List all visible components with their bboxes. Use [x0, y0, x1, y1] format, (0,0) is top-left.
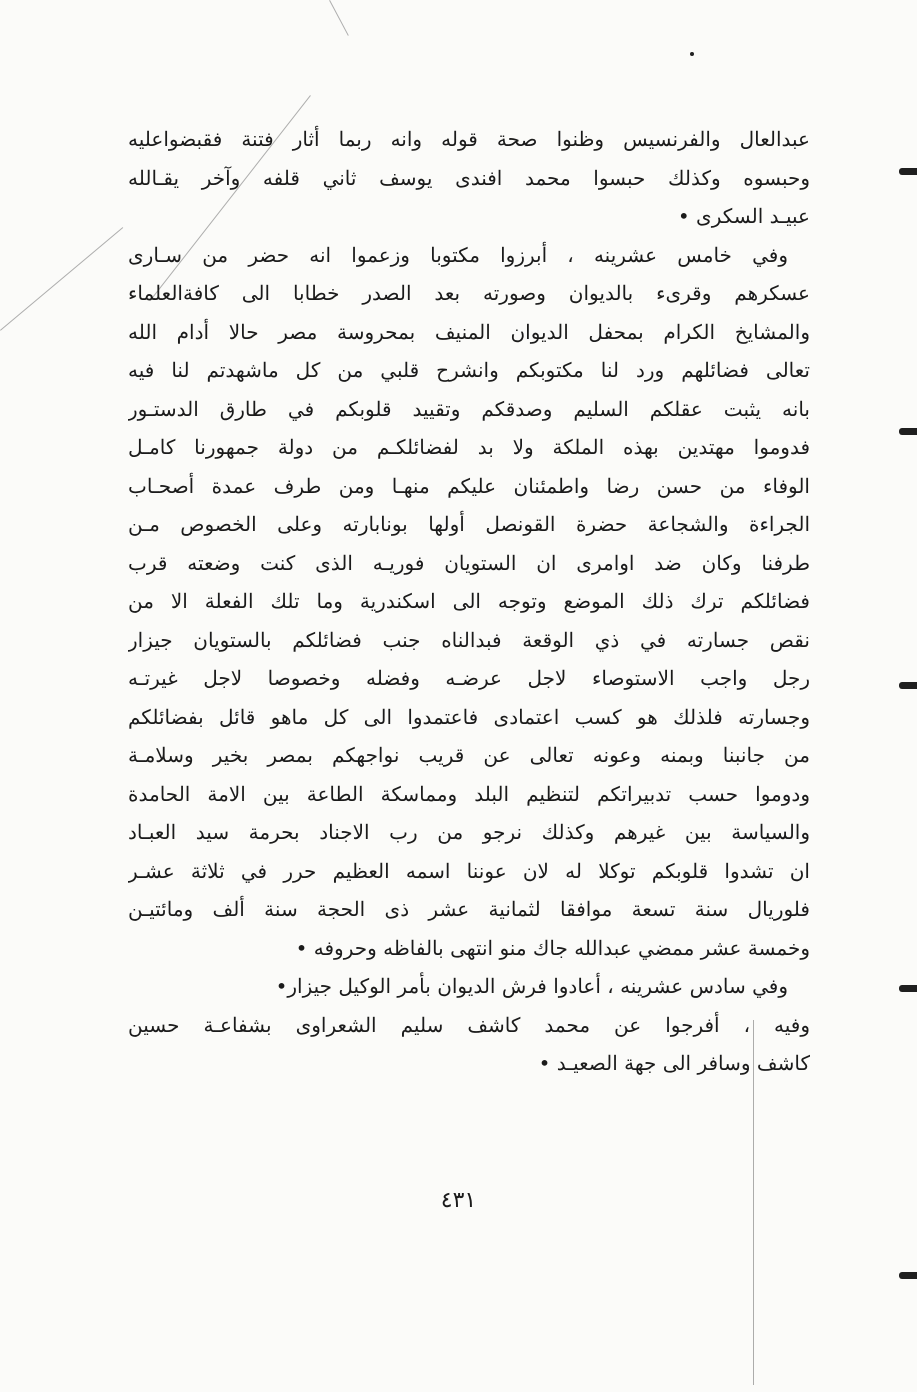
text-line: فضائلكم ترك ذلك الموضع وتوجه الى اسكندرية وما تلك الفعلة الا من — [128, 589, 810, 613]
page-text — [128, 120, 810, 1083]
text-line: نقص جسارته في ذي الوقعة فبدالناه جنب فضائلكم بالستويان جيزار — [128, 627, 810, 652]
page-number: ٤٣١ — [440, 1188, 477, 1213]
text-line: كاشف وسافر الى جهة الصعيـد • — [538, 1051, 810, 1075]
text-line: عبدالعال والفرنسيس وظنوا صحة قوله وانه ربما أثار فتنة فقبضواعليه — [128, 127, 810, 151]
text-line: والسياسة بين غيرهم وكذلك نرجو من رب الاجناد بحرمة سيد العبـاد — [128, 820, 810, 844]
text-line: الوفاء من حسن رضا واطمئنان عليكم منهـا ومن طرف عمدة أصحـاب — [128, 473, 810, 498]
text-line: رجل واجب الاستوصاء لاجل عرضـه وفضله وخصوصا لاجل غيرتـه — [128, 666, 810, 690]
text-line: عبيـد السكرى • — [677, 204, 810, 228]
text-line: طرفنا وكان ضد اوامرى ان الستويان فوريـه الذى كنت وضعته قرب — [128, 550, 810, 575]
text-line: فدوموا مهتدين بهذه الملكة ولا بد لفضائلكـم من دولة جمهورنا كامـل — [128, 435, 810, 459]
text-line: تعالى فضائلهم ورد لنا مكتوبكم وانشرح قلبي من كل ماشهدتم لنا فيه — [128, 358, 810, 382]
text-line: عسكرهم وقرىء بالديوان وصورته بعد الصدر خطابا الى كافةالعلماء — [128, 281, 810, 305]
binding-mark — [899, 985, 917, 992]
text-line: وفي خامس عشرينه ، أبرزوا مكتوبا وزعموا انه حضر من سـارى — [128, 242, 788, 267]
text-line: وحبسوه وكذلك حبسوا محمد افندى يوسف ثاني قلفه وآخر يقـالله — [128, 165, 810, 190]
binding-mark — [899, 1272, 917, 1279]
binding-mark — [899, 682, 917, 689]
text-line: وفيه ، أفرجوا عن محمد كاشف سليم الشعراوى بشفاعـة حسين — [128, 1012, 810, 1037]
text-line: وفي سادس عشرينه ، أعادوا فرش الديوان بأمر الوكيل جيزار• — [275, 974, 788, 998]
text-line: ان تشدوا قلوبكم توكلا له لان عوننا اسمه العظيم حرر في ثلاثة عشـر — [128, 858, 810, 883]
text-line: بانه يثبت عقلكم السليم وصدقكم وتقييد قلوبكم في طارق الدستـور — [128, 396, 810, 421]
text-line: وخمسة عشر ممضي عبدالله جاك منو انتهى بالفاظه وحروفه • — [295, 935, 810, 960]
binding-mark — [899, 428, 917, 435]
text-line: فلوريال سنة تسعة موافقا لثمانية عشر ذى الحجة سنة ألف ومائتيـن — [128, 897, 810, 921]
text-line: من جانبنا وبمنه وعونه تعالى عن قريب نواجهكم بمصر بخير وسلامـة — [128, 743, 810, 767]
text-line: وجسارته فلذلك هو كسب اعتمادى فاعتمدوا الى كل ماهو قائل بفضائلكم — [128, 704, 810, 729]
binding-mark — [899, 168, 917, 175]
ink-speck — [690, 52, 694, 56]
text-line: والمشايخ الكرام بمحفل الديوان المنيف بمحروسة مصر حالا أدام الله — [128, 319, 810, 344]
text-line: الجراءة والشجاعة حضرة القونصل أولها بونابارته وعلى الخصوص مـن — [128, 512, 810, 536]
pencil-stroke — [0, 227, 123, 331]
pencil-stroke — [329, 0, 349, 36]
text-line: ودوموا حسب تدبيراتكم لتنظيم البلد ومماسكة الطاعة بين الامة الحامدة — [128, 781, 810, 806]
